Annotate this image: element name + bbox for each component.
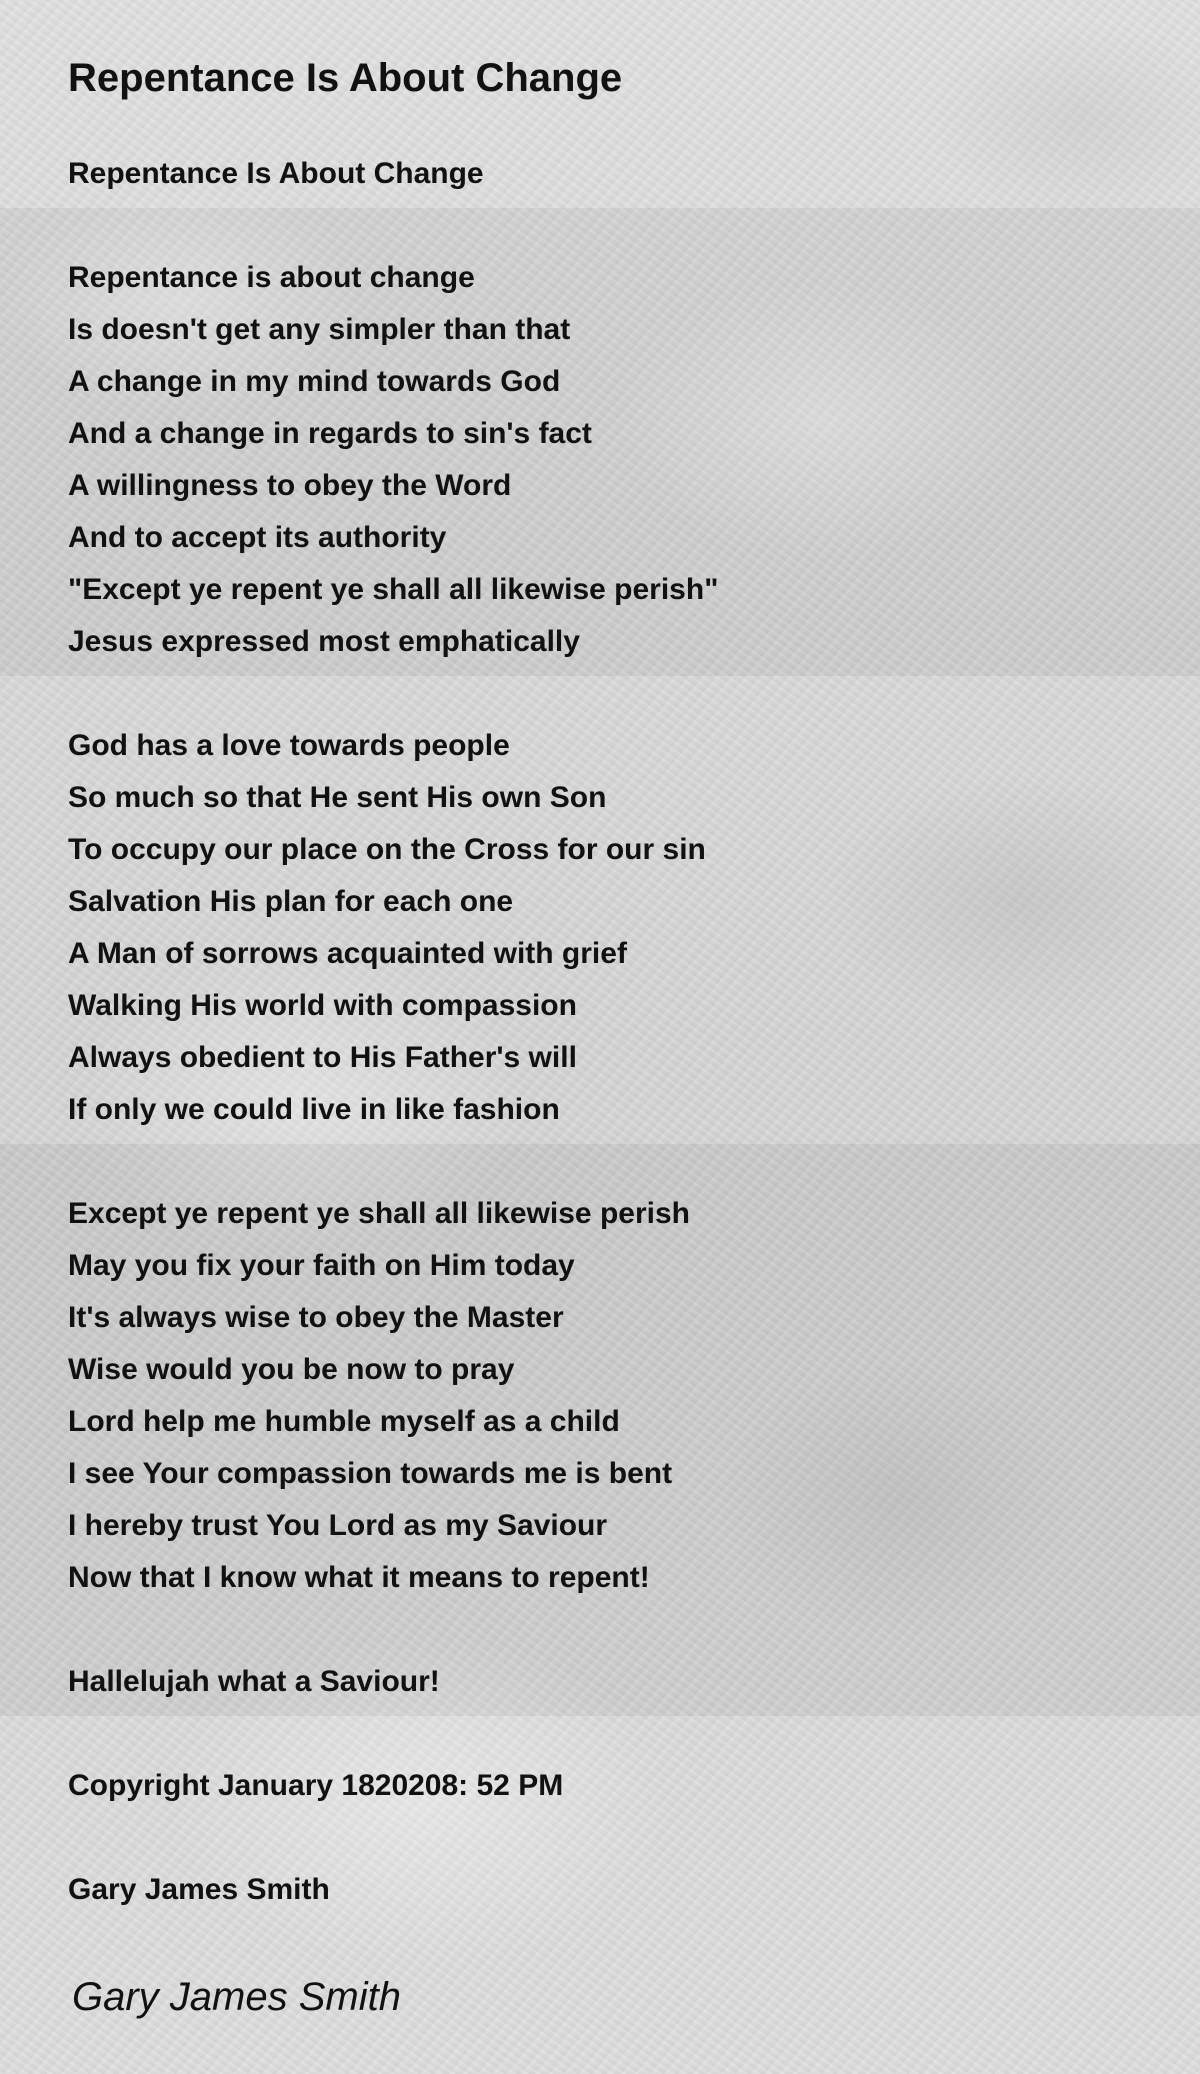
poem-line: May you fix your faith on Him today <box>68 1249 575 1282</box>
stanza-gap <box>68 1812 1148 1864</box>
poem-line: And a change in regards to sin's fact <box>68 417 592 450</box>
poem-line: Always obedient to His Father's will <box>68 1041 577 1074</box>
poem-line: Is doesn't get any simpler than that <box>68 313 571 346</box>
poem-line: If only we could live in like fashion <box>68 1093 560 1126</box>
author-signature: Gary James Smith <box>72 1975 401 2019</box>
poem-line: And to accept its authority <box>68 521 447 554</box>
stanza-gap <box>68 1136 1148 1188</box>
poem-line: I see Your compassion towards me is bent <box>68 1457 673 1490</box>
poem-line: Repentance is about change <box>68 261 475 294</box>
copyright-line: Copyright January 1820208: 52 PM <box>68 1769 564 1802</box>
stanza-1 <box>68 252 1148 668</box>
poem-line: I hereby trust You Lord as my Saviour <box>68 1509 608 1542</box>
poem-line: Now that I know what it means to repent! <box>68 1561 650 1594</box>
poem-line: Wise would you be now to pray <box>68 1353 515 1386</box>
poem-closing: Hallelujah what a Saviour! <box>68 1665 440 1698</box>
poem-line: It's always wise to obey the Master <box>68 1301 564 1334</box>
stanza-2 <box>68 720 1148 1136</box>
poem-body <box>68 148 1148 1916</box>
poem-line: A Man of sorrows acquainted with grief <box>68 937 627 970</box>
stanza-3 <box>68 1188 1148 1604</box>
poem-line: Salvation His plan for each one <box>68 885 514 918</box>
poem-line: Jesus expressed most emphatically <box>68 625 580 658</box>
poem-heading: Repentance Is About Change <box>68 157 484 190</box>
stanza-gap <box>68 1604 1148 1656</box>
poem-line: To occupy our place on the Cross for our sin <box>68 833 706 866</box>
poem-line: "Except ye repent ye shall all likewise perish" <box>68 573 719 606</box>
poem-line: A willingness to obey the Word <box>68 469 512 502</box>
poem-line: Except ye repent ye shall all likewise perish <box>68 1197 690 1230</box>
page-title: Repentance Is About Change <box>68 56 623 100</box>
stanza-gap <box>68 1708 1148 1760</box>
stanza-gap <box>68 200 1148 252</box>
stanza-gap <box>68 668 1148 720</box>
poem-line: Walking His world with compassion <box>68 989 577 1022</box>
poem-line: A change in my mind towards God <box>68 365 561 398</box>
poem-line: God has a love towards people <box>68 729 510 762</box>
poem-line: Lord help me humble myself as a child <box>68 1405 620 1438</box>
author-line: Gary James Smith <box>68 1873 330 1906</box>
poem-line: So much so that He sent His own Son <box>68 781 607 814</box>
